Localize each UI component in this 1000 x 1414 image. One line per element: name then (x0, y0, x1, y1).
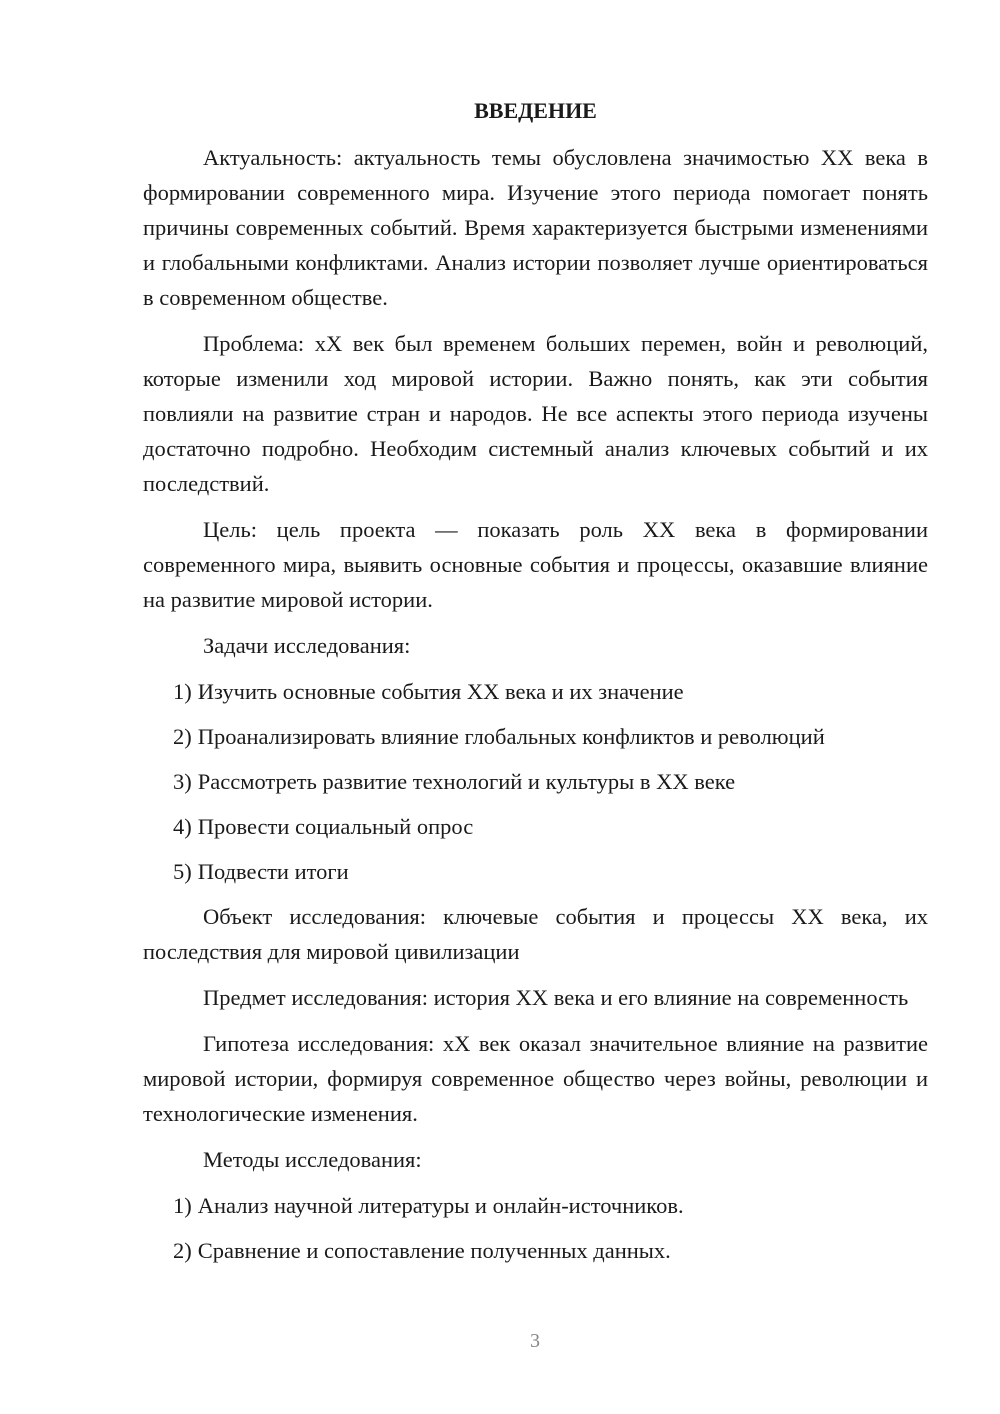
list-item (143, 809, 928, 844)
list-item-number: 4) (173, 814, 192, 839)
list-item-text: Подвести итоги (197, 859, 349, 884)
list-item (143, 1188, 928, 1223)
problem-paragraph: Проблема: xX век был временем больших перемен, войн и революций, которые изменили ход мировой истории. Важно понять, как эти события повлияли на развитие стран и народов. Не все аспекты этого периода изучены достаточно подробно. Необходим системный анализ ключевых событий и их последствий. (143, 331, 928, 496)
tasks-heading: Задачи исследования: (203, 633, 411, 658)
methods-list (143, 1188, 928, 1268)
subject-paragraph: Предмет исследования: история XX века и его влияние на современность (203, 985, 909, 1010)
list-item-text: Провести социальный опрос (197, 814, 474, 839)
list-item (143, 674, 928, 709)
list-item (143, 719, 928, 754)
methods-heading: Методы исследования: (203, 1147, 422, 1172)
object-paragraph: Объект исследования: ключевые события и процессы XX века, их последствия для мировой цивилизации (143, 904, 928, 964)
tasks-list (143, 674, 928, 889)
list-item-text: Рассмотреть развитие технологий и культуры в XX веке (197, 769, 736, 794)
list-item-number: 3) (173, 769, 192, 794)
list-item (143, 854, 928, 889)
hypothesis-paragraph: Гипотеза исследования: xX век оказал значительное влияние на развитие мировой истории, формируя современное общество через войны, революции и технологические изменения. (143, 1031, 928, 1126)
list-item-text: Анализ научной литературы и онлайн-источников. (197, 1193, 684, 1218)
list-item (143, 1233, 928, 1268)
list-item-number: 2) (173, 1238, 192, 1263)
list-item-number: 1) (173, 679, 192, 704)
list-item-number: 1) (173, 1193, 192, 1218)
list-item-text: Изучить основные события XX века и их значение (197, 679, 684, 704)
list-item-number: 5) (173, 859, 192, 884)
list-item-text: Проанализировать влияние глобальных конфликтов и революций (197, 724, 825, 749)
relevance-paragraph: Актуальность: актуальность темы обусловлена значимостью XX века в формировании современного мира. Изучение этого периода помогает понять причины современных событий. Время характеризуется быстрыми изменениями и глобальными конфликтами. Анализ истории позволяет лучше ориентироваться в современном обществе. (143, 145, 928, 310)
page-title: ВВЕДЕНИЕ (474, 98, 597, 123)
list-item-text: Сравнение и сопоставление полученных данных. (197, 1238, 671, 1263)
page-content (143, 93, 928, 1278)
page-number: 3 (530, 1330, 540, 1352)
goal-paragraph: Цель: цель проекта — показать роль XX века в формировании современного мира, выявить основные события и процессы, оказавшие влияние на развитие мировой истории. (143, 517, 928, 612)
list-item (143, 764, 928, 799)
list-item-number: 2) (173, 724, 192, 749)
